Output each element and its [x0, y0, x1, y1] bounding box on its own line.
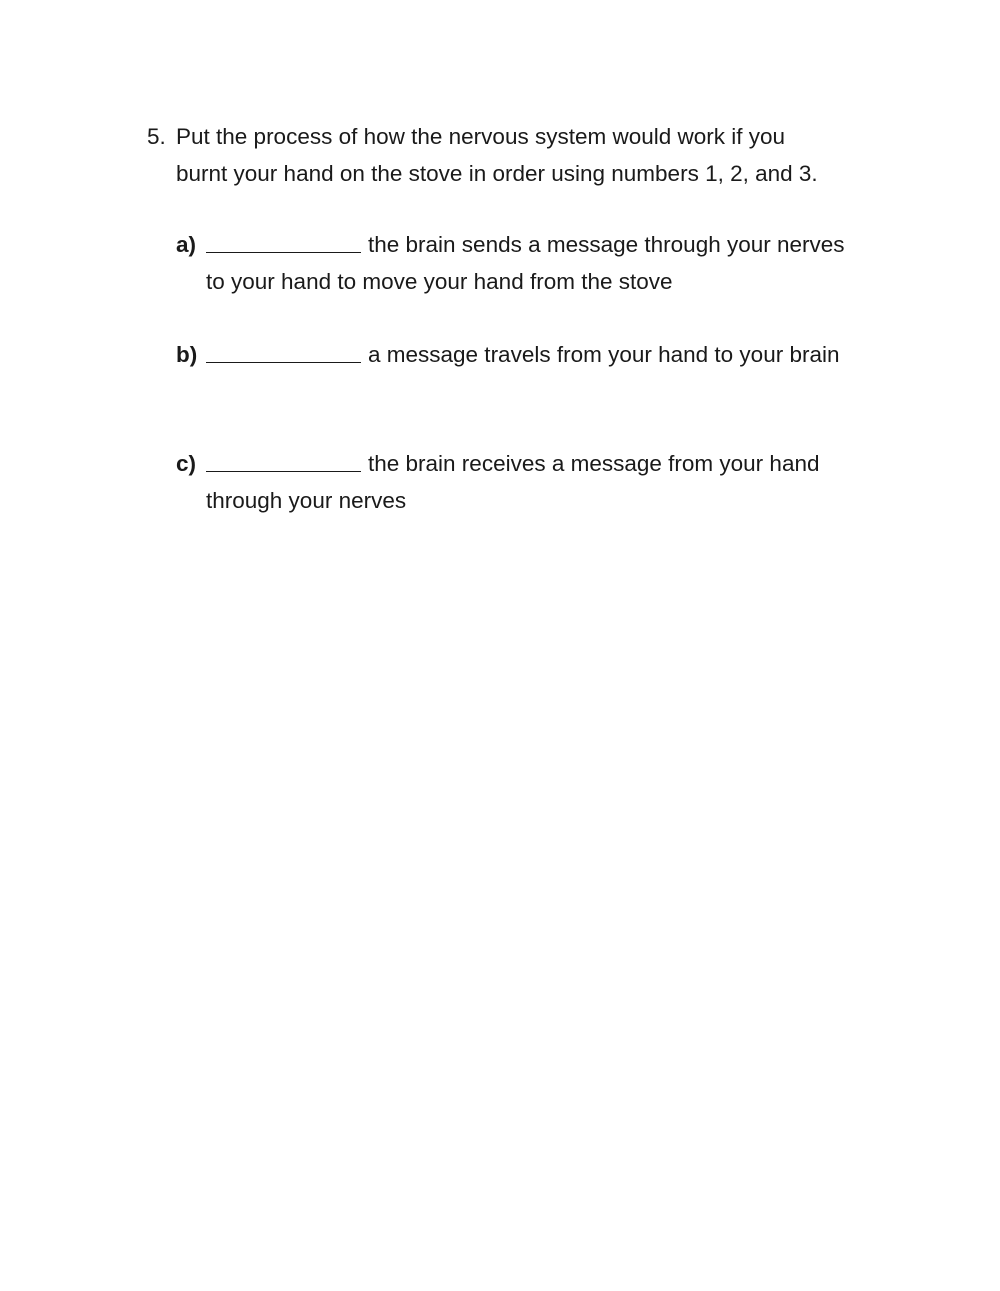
option-c	[176, 445, 896, 519]
option-c-answer-blank[interactable]	[206, 445, 361, 472]
option-b-letter: b)	[176, 342, 198, 367]
option-b	[176, 336, 896, 373]
question-prompt-line-2: burnt your hand on the stove in order using numbers 1, 2, and 3.	[176, 161, 818, 186]
option-a-text-line-1: the brain sends a message through your nerves	[368, 232, 845, 257]
option-a-text-line-2: to your hand to move your hand from the stove	[206, 269, 673, 294]
option-c-text-line-1: the brain receives a message from your hand	[368, 451, 820, 476]
option-c-text-line-2: through your nerves	[206, 488, 407, 513]
option-b-answer-blank[interactable]	[206, 336, 361, 363]
option-b-text-line-1: a message travels from your hand to your brain	[368, 342, 840, 367]
question-5	[147, 118, 907, 192]
option-a	[176, 226, 896, 300]
option-a-letter: a)	[176, 232, 197, 257]
question-prompt	[176, 118, 876, 192]
option-a-answer-blank[interactable]	[206, 226, 361, 253]
question-prompt-line-1: Put the process of how the nervous system would work if you	[176, 124, 786, 149]
question-number: 5.	[147, 124, 166, 149]
option-c-letter: c)	[176, 451, 197, 476]
